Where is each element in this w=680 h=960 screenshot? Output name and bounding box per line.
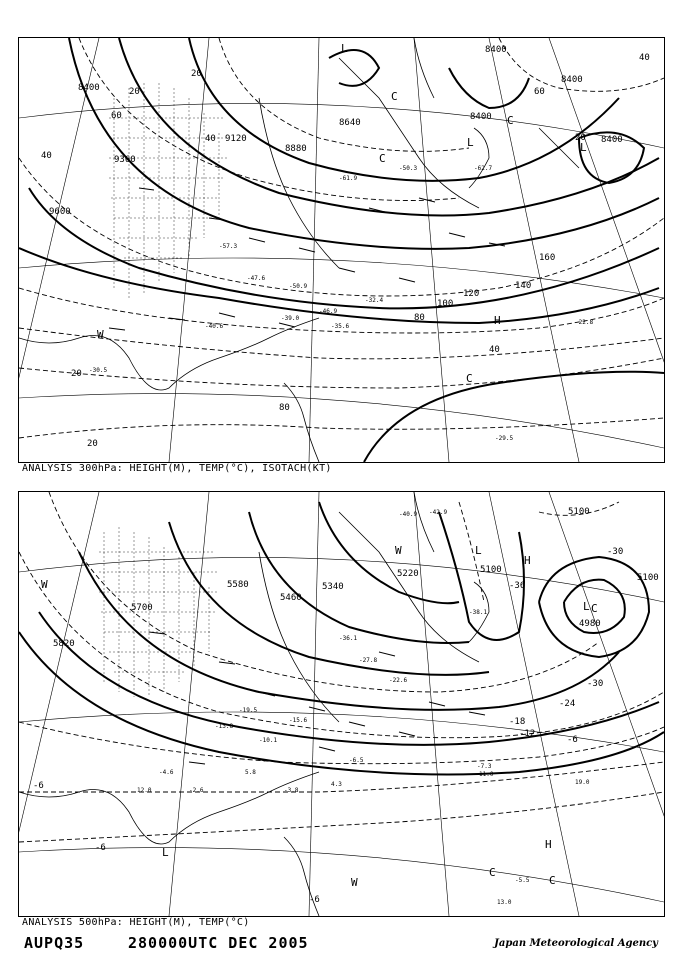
isotach-label: 60	[534, 87, 545, 97]
isotherm-label: -36	[509, 581, 526, 591]
product-code: AUPQ35	[24, 934, 85, 952]
temp-label: 4.3	[331, 781, 342, 788]
valid-time: 280000UTC DEC 2005	[128, 934, 309, 952]
temp-label: -40.9	[399, 511, 418, 518]
panel-caption-500hpa: ANALYSIS 500hPa: HEIGHT(M), TEMP(°C)	[22, 917, 250, 928]
center-label: L	[583, 600, 590, 613]
height-label: 8640	[339, 118, 361, 128]
temp-label: -29.5	[495, 435, 514, 442]
height-labels	[49, 45, 623, 217]
temp-label: 19.0	[575, 779, 590, 786]
height-label: 8400	[561, 75, 583, 85]
center-label: L	[467, 136, 474, 149]
height-label: 8400	[78, 83, 100, 93]
isotach-label: 40	[639, 53, 650, 63]
center-label: H	[524, 554, 531, 567]
graticule	[19, 38, 664, 462]
isotherm-labels	[33, 547, 623, 905]
coastlines	[19, 492, 489, 916]
height-label: 5340	[322, 582, 344, 592]
temp-label: -57.3	[219, 243, 238, 250]
center-label: C	[591, 602, 598, 615]
temp-label: -50.3	[399, 165, 418, 172]
temp-label: 12.0	[137, 787, 152, 794]
center-label: C	[489, 866, 496, 879]
temp-label: -36.1	[339, 635, 358, 642]
center-label: L	[580, 141, 587, 154]
temp-label: -32.4	[365, 297, 384, 304]
temp-label: -22.8	[575, 319, 594, 326]
temp-label: -22.6	[389, 677, 408, 684]
isotach-label: 80	[279, 403, 290, 413]
temp-label: -7.3	[477, 763, 492, 770]
height-label: 8400	[470, 112, 492, 122]
panel-caption-300hpa: ANALYSIS 300hPa: HEIGHT(M), TEMP(°C), ISOTACH(KT)	[22, 463, 332, 474]
temp-label: -27.8	[359, 657, 378, 664]
center-label: H	[545, 838, 552, 851]
temp-label: -62.7	[474, 165, 493, 172]
height-contours	[19, 38, 664, 462]
temp-label: 13.0	[497, 899, 512, 906]
center-label: W	[97, 328, 104, 341]
isotach-label: 80	[414, 313, 425, 323]
center-label: W	[351, 876, 358, 889]
height-label: 5220	[397, 569, 419, 579]
isotach-contours	[19, 38, 664, 438]
height-label: 8400	[485, 45, 507, 55]
center-label: C	[391, 90, 398, 103]
center-label: L	[341, 42, 348, 55]
isotherm-label: -6	[567, 735, 578, 745]
isotach-label: 60	[111, 111, 122, 121]
analysis-500hpa-map	[18, 491, 665, 917]
temp-label: -40.6	[205, 323, 224, 330]
isotherm-label: -30	[607, 547, 624, 557]
map-500hpa-drawing	[19, 492, 664, 916]
temp-label: -39.0	[281, 315, 300, 322]
temp-label: -35.6	[331, 323, 350, 330]
isotach-label: 40	[41, 151, 52, 161]
temp-label: -2.6	[189, 787, 204, 794]
temp-label: -3.8	[284, 787, 299, 794]
isotach-label: 20	[87, 439, 98, 449]
height-label: 5460	[280, 593, 302, 603]
temp-label: -15.6	[289, 717, 308, 724]
center-label: C	[549, 874, 556, 887]
isotach-label: 40	[205, 134, 216, 144]
isotherm-label: -6	[33, 781, 44, 791]
center-label: H	[494, 314, 501, 327]
temp-label: -61.9	[339, 175, 358, 182]
isotach-label: 100	[437, 299, 454, 309]
temp-label: -6.5	[349, 757, 364, 764]
agency-credit: Japan Meteorological Agency	[494, 938, 658, 949]
height-label: 5100	[637, 573, 659, 583]
center-label: W	[395, 544, 402, 557]
height-label: 5580	[227, 580, 249, 590]
isotach-labels	[41, 53, 650, 449]
height-label: 9600	[49, 207, 71, 217]
height-label: 9360	[114, 155, 136, 165]
temp-label: -19.5	[239, 707, 258, 714]
isotach-label: 120	[463, 289, 480, 299]
temp-label: -47.6	[247, 275, 266, 282]
isotach-label: 20	[191, 69, 202, 79]
temp-label: -13.8	[215, 723, 234, 730]
center-label: W	[41, 578, 48, 591]
isotherm-label: -6	[95, 843, 106, 853]
center-labels	[97, 42, 587, 385]
isotach-label: 140	[515, 281, 532, 291]
temp-label: -42.9	[429, 509, 448, 516]
height-label: 8400	[601, 135, 623, 145]
height-label: 5820	[53, 639, 75, 649]
height-label: 5100	[568, 507, 590, 517]
center-label: C	[466, 372, 473, 385]
isotach-label: 20	[71, 369, 82, 379]
temp-label: -38.1	[469, 609, 488, 616]
isotherm-label: -12	[519, 729, 536, 739]
height-label: 8880	[285, 144, 307, 154]
temp-label: -10.1	[259, 737, 278, 744]
temp-label: -5.5	[515, 877, 530, 884]
isotach-label: 20	[575, 133, 586, 143]
center-label: L	[475, 544, 482, 557]
isotherm-label: -24	[559, 699, 576, 709]
height-label: 4980	[579, 619, 601, 629]
hatched-region	[109, 83, 229, 298]
isotherm-label: -6	[309, 895, 320, 905]
center-label: C	[379, 152, 386, 165]
temp-label: -30.5	[89, 367, 108, 374]
temp-label: 5.8	[245, 769, 256, 776]
analysis-300hpa-map	[18, 37, 665, 463]
isotherm-label: -18	[509, 717, 526, 727]
height-label: 5700	[131, 603, 153, 613]
temp-label: 11.0	[479, 771, 494, 778]
temp-label: -46.9	[319, 308, 338, 315]
isotherm-label: -30	[587, 679, 604, 689]
map-300hpa-drawing	[19, 38, 664, 462]
center-label: L	[162, 846, 169, 859]
height-label: 5100	[480, 565, 502, 575]
height-label: 9120	[225, 134, 247, 144]
isotach-label: 20	[129, 87, 140, 97]
temp-label: -50.9	[289, 283, 308, 290]
isotach-label: 160	[539, 253, 556, 263]
temp-label: -4.6	[159, 769, 174, 776]
isotach-label: 40	[489, 345, 500, 355]
center-label: C	[507, 114, 514, 127]
coastlines	[19, 38, 579, 462]
